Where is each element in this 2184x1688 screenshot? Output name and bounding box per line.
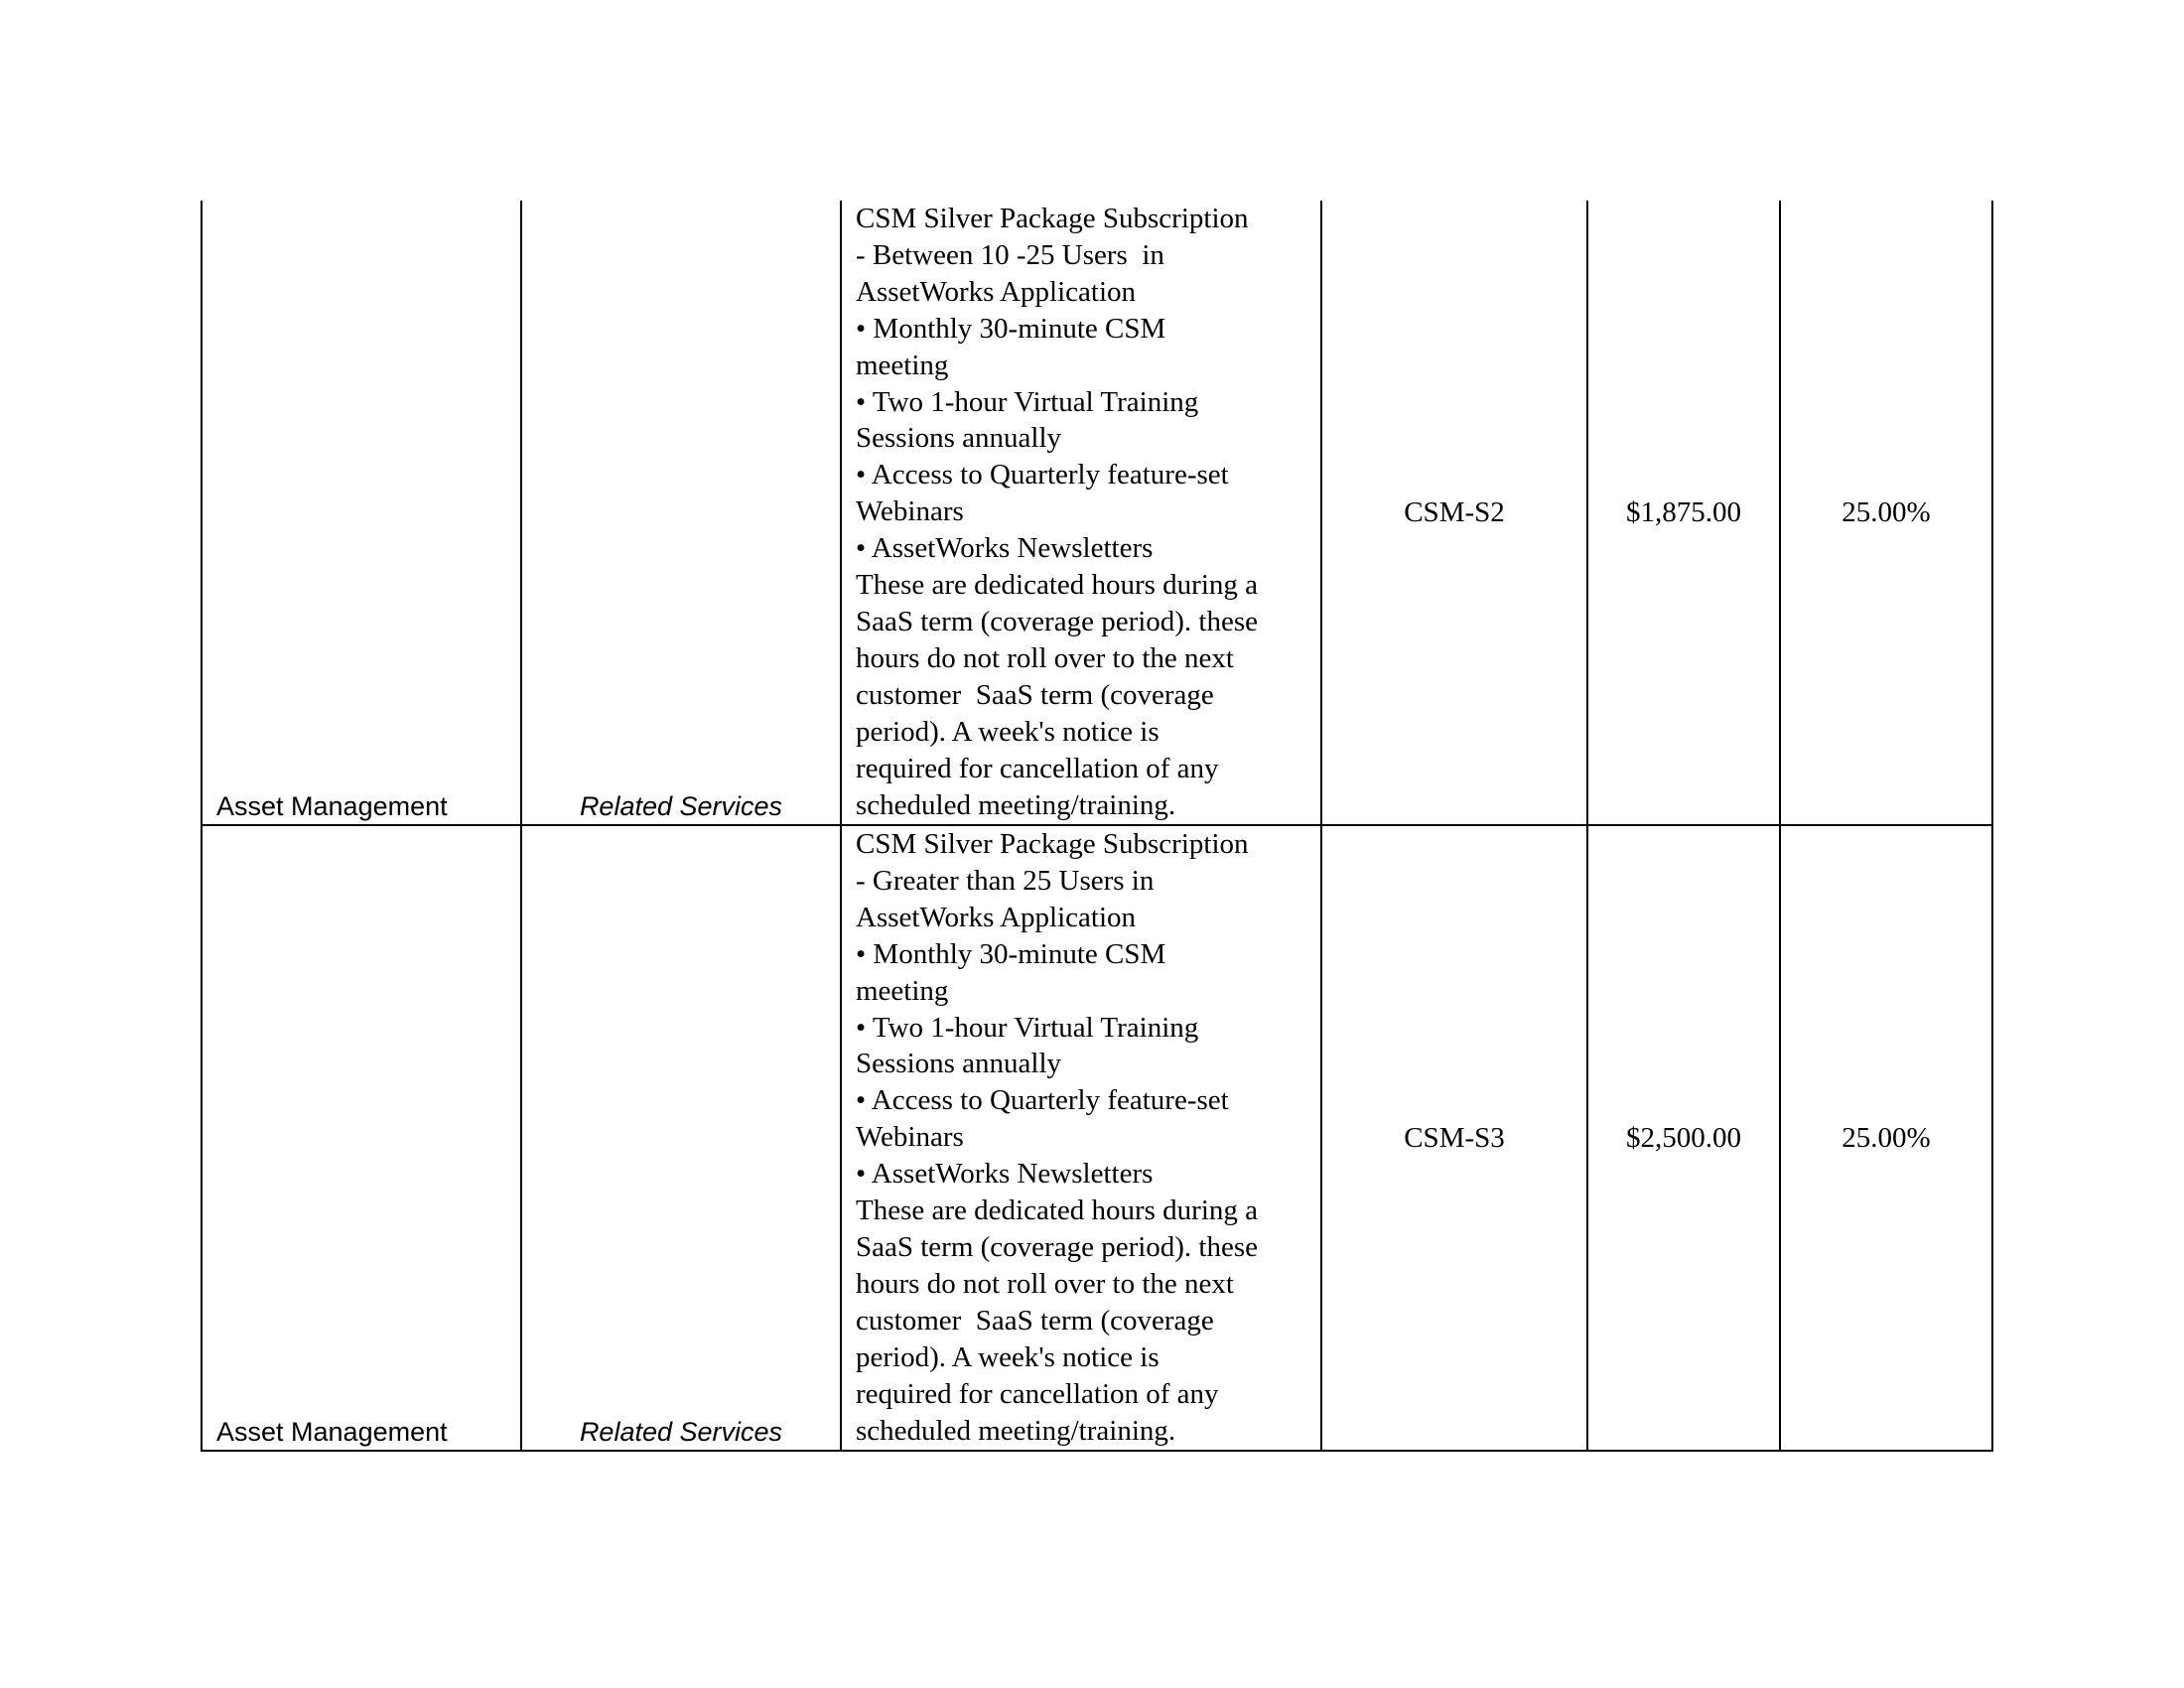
- description-text: [856, 826, 1312, 1449]
- sku-cell: [1321, 825, 1587, 1451]
- description-line: Webinars: [856, 495, 964, 528]
- description-line: AssetWorks Application: [856, 901, 1136, 933]
- description-line: CSM Silver Package Subscription: [856, 203, 1249, 234]
- price-cell: [1587, 201, 1780, 825]
- table-row: [202, 201, 1992, 825]
- sku-value: CSM-S3: [1404, 1121, 1505, 1154]
- description-line: period). A week's notice is: [856, 715, 1160, 748]
- description-line: • Monthly 30-minute CSM: [856, 937, 1166, 970]
- description-line: scheduled meeting/training.: [856, 788, 1176, 821]
- description-cell: [841, 201, 1321, 825]
- category-cell: [202, 825, 521, 1451]
- description-line: - Between 10 -25 Users in: [856, 238, 1164, 271]
- description-line: meeting: [856, 974, 949, 1007]
- description-line: • AssetWorks Newsletters: [856, 532, 1154, 565]
- type-label: Related Services: [579, 791, 783, 821]
- discount-cell: [1780, 201, 1992, 825]
- description-line: CSM Silver Package Subscription: [856, 828, 1249, 860]
- category-label: Asset Management: [216, 1417, 448, 1447]
- description-line: These are dedicated hours during a: [856, 1195, 1259, 1227]
- type-cell: [521, 825, 841, 1451]
- type-label: Related Services: [579, 1417, 783, 1447]
- discount-value: 25.00%: [1842, 495, 1931, 528]
- description-line: scheduled meeting/training.: [856, 1414, 1176, 1447]
- description-line: period). A week's notice is: [856, 1340, 1160, 1373]
- table-row: [202, 825, 1992, 1451]
- description-line: These are dedicated hours during a: [856, 569, 1259, 602]
- description-cell: [841, 825, 1321, 1451]
- description-line: required for cancellation of any: [856, 1377, 1219, 1410]
- description-line: • Two 1-hour Virtual Training: [856, 1011, 1199, 1044]
- pricing-table: [201, 201, 1993, 1452]
- description-line: required for cancellation of any: [856, 752, 1219, 784]
- description-line: • Monthly 30-minute CSM: [856, 312, 1166, 345]
- description-line: • Access to Quarterly feature-set: [856, 1084, 1229, 1117]
- sku-value: CSM-S2: [1404, 495, 1505, 528]
- sku-cell: [1321, 201, 1587, 825]
- description-line: Webinars: [856, 1121, 964, 1154]
- description-line: AssetWorks Application: [856, 275, 1136, 308]
- price-value: $1,875.00: [1626, 495, 1741, 528]
- description-line: customer SaaS term (coverage: [856, 1304, 1214, 1336]
- description-line: customer SaaS term (coverage: [856, 678, 1214, 711]
- description-line: • AssetWorks Newsletters: [856, 1158, 1154, 1191]
- type-cell: [521, 201, 841, 825]
- description-text: [856, 201, 1312, 823]
- description-line: SaaS term (coverage period). these: [856, 605, 1259, 637]
- price-value: $2,500.00: [1626, 1121, 1741, 1154]
- description-line: - Greater than 25 Users in: [856, 864, 1155, 897]
- category-cell: [202, 201, 521, 825]
- discount-value: 25.00%: [1842, 1121, 1931, 1154]
- category-label: Asset Management: [216, 791, 448, 821]
- discount-cell: [1780, 825, 1992, 1451]
- description-line: • Access to Quarterly feature-set: [856, 459, 1229, 492]
- description-line: SaaS term (coverage period). these: [856, 1230, 1259, 1263]
- price-cell: [1587, 825, 1780, 1451]
- description-line: hours do not roll over to the next: [856, 1267, 1234, 1300]
- description-line: Sessions annually: [856, 422, 1062, 455]
- description-line: Sessions annually: [856, 1048, 1062, 1080]
- description-line: meeting: [856, 349, 949, 381]
- description-line: • Two 1-hour Virtual Training: [856, 385, 1199, 418]
- description-line: hours do not roll over to the next: [856, 641, 1234, 674]
